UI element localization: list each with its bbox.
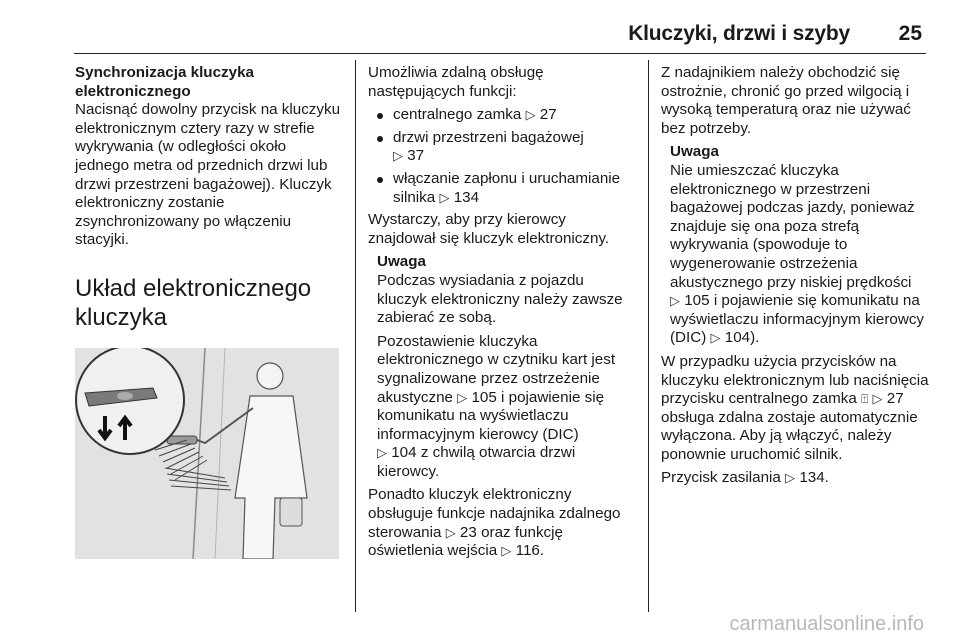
page-header [0, 0, 960, 54]
person-at-door-illustration [75, 348, 339, 559]
column-right [661, 64, 929, 493]
note-title: Uwaga [670, 143, 719, 161]
chapter-title: Kluczyki, drzwi i szyby [628, 22, 850, 45]
note-box [368, 253, 636, 481]
ref-arrow-icon: ▷ [872, 391, 883, 407]
header-divider [74, 53, 926, 54]
list-item: włączanie zapłonu i uruchamianie silnika ▷ 134 [368, 170, 636, 207]
ref-arrow-icon: ▷ [501, 543, 512, 559]
sufficient-paragraph: Wystarczy, aby przy kierowcy znajdował się kluczyk elektroniczny. [368, 211, 610, 247]
column-left [75, 64, 343, 559]
intro-paragraph: Umożliwia zdalną obsługę następujących funkcji: [368, 64, 544, 100]
note-paragraph: Pozostawienie kluczyka elektronicznego w czytniku kart jest sygnalizowane przez ostrzeżenie akustyczne ▷ 105 i pojawienie się komunikatu na wyświetlaczu informacyjnym kierowcy (DIC) ▷ 104 z chwilą otwarcia drzwi kierowcy. [377, 332, 616, 480]
sync-heading: Synchronizacja kluczyka elektronicznego [75, 64, 254, 100]
ref-arrow-icon: ▷ [393, 148, 403, 164]
ref-arrow-icon: ▷ [445, 524, 456, 540]
note-paragraph: Nie umieszczać kluczyka elektronicznego w przestrzeni bagażowej podczas jazdy, ponieważ znajduje się ona poza strefą wykrywania (spowoduje to wygenerowanie ostrzeżenia akustycznego przy niskiej prędkości ▷ 105 i pojawienie się komunikatu na wyświetlaczu informacyjnym kierowcy (DIC) ▷ 104). [670, 161, 925, 347]
remote-disable-paragraph: W przypadku użycia przycisków na kluczyku elektronicznym lub naciśnięcia przycisku centralnego zamka ⍐ ▷ 27 obsługa zdalna zostaje automatycznie wyłączona. Aby ją włączyć, należy ponownie uruchomić silnik. [661, 352, 929, 463]
section-title: Układ elektronicznego kluczyka [75, 274, 312, 331]
page-number: 25 [898, 22, 922, 45]
ref-arrow-icon: ▷ [785, 470, 796, 486]
ref-arrow-icon: ▷ [457, 389, 468, 405]
ref-arrow-icon: ▷ [525, 107, 536, 123]
care-paragraph: Z nadajnikiem należy obchodzić się ostrożnie, chronić go przed wilgocią i wysoką temperaturą oraz nie używać bez potrzeby. [661, 64, 911, 137]
more-functions-paragraph: Ponadto kluczyk elektroniczny obsługuje funkcje nadajnika zdalnego sterowania ▷ 23 oraz funkcję oświetlenia wejścia ▷ 116. [368, 486, 621, 560]
ref-arrow-icon: ▷ [710, 330, 721, 346]
list-item: centralnego zamka ▷ 27 [368, 106, 636, 125]
key-illustration [75, 348, 339, 559]
note-box [661, 143, 929, 348]
column-middle [368, 64, 636, 566]
function-list [368, 106, 636, 207]
column-divider [355, 60, 356, 612]
note-paragraph: Podczas wysiadania z pojazdu kluczyk elektroniczny należy zawsze zabierać ze sobą. [377, 271, 623, 327]
sync-paragraph: Nacisnąć dowolny przycisk na kluczyku elektronicznym cztery razy w strefie wykrywania (w odległości około jednego metra od przednich drzwi lub drzwi przestrzeni bagażowej). Kluczyk elektroniczny zostanie zsynchronizowany po włączeniu stacyjki. [75, 101, 341, 249]
watermark: carmanualsonline.info [729, 613, 924, 635]
list-item: drzwi przestrzeni bagażowej ▷ 37 [368, 129, 636, 166]
lock-key-icon: ⍐ [861, 392, 869, 407]
ref-arrow-icon: ▷ [439, 189, 450, 205]
note-title: Uwaga [377, 253, 426, 271]
ref-arrow-icon: ▷ [377, 445, 387, 461]
column-divider [648, 60, 649, 612]
power-button-paragraph: Przycisk zasilania ▷ 134. [661, 469, 829, 487]
ref-arrow-icon: ▷ [670, 293, 680, 309]
